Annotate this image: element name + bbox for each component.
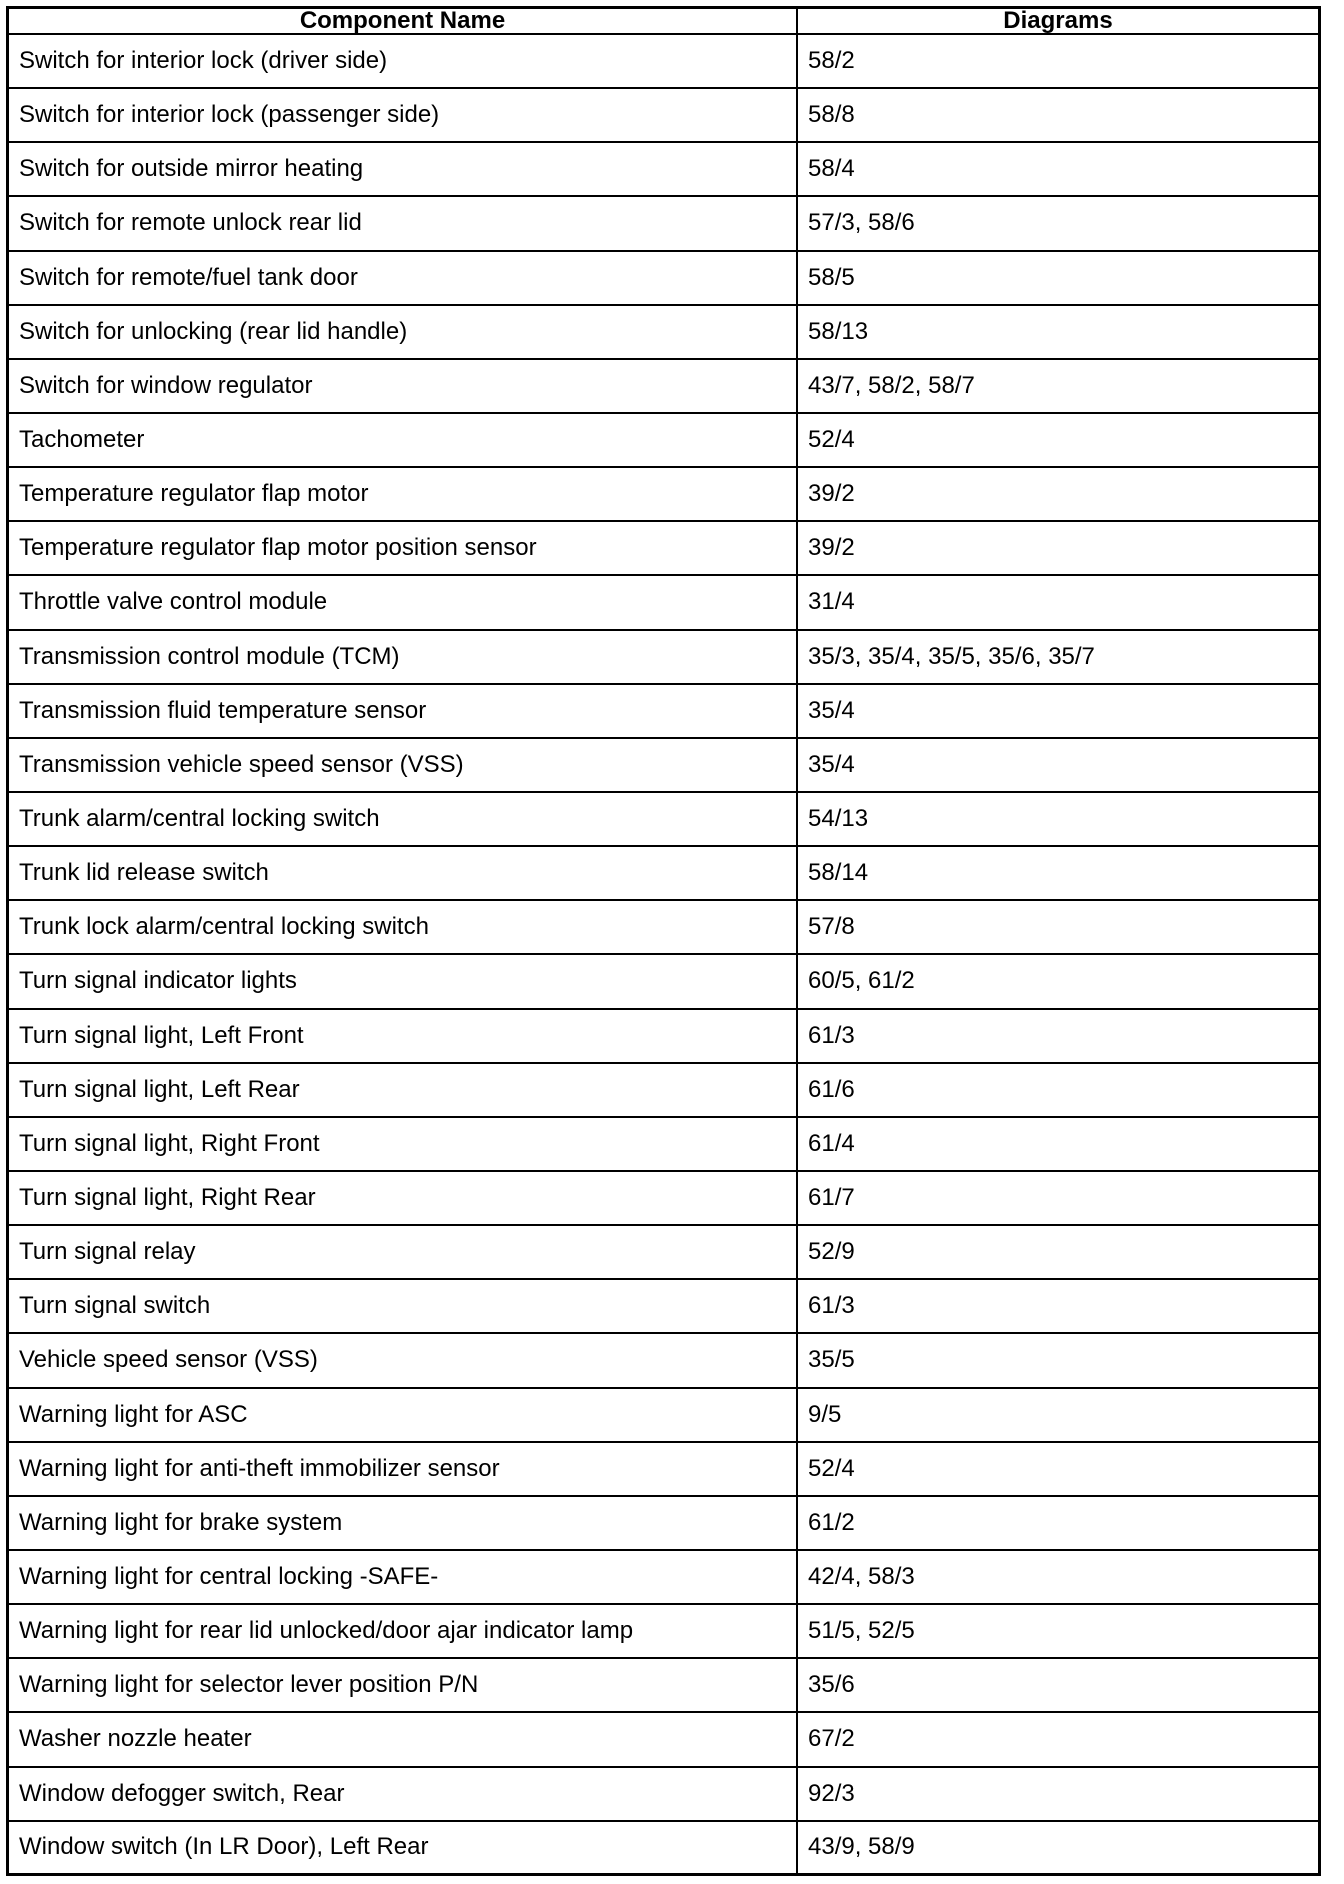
table-row: [9, 413, 1318, 467]
diagrams-cell: 58/13: [797, 305, 1318, 359]
diagrams-cell: 61/2: [797, 1496, 1318, 1550]
diagrams-cell: 58/2: [797, 34, 1318, 88]
table-row: [9, 1712, 1318, 1766]
component-name-cell: Turn signal relay: [9, 1225, 797, 1279]
table-row: [9, 305, 1318, 359]
table-row: [9, 142, 1318, 196]
component-name-cell: Warning light for selector lever position P/N: [9, 1658, 797, 1712]
table-row: [9, 575, 1318, 629]
diagrams-cell: 61/7: [797, 1171, 1318, 1225]
component-name-cell: Trunk lock alarm/central locking switch: [9, 900, 797, 954]
component-name-cell: Temperature regulator flap motor: [9, 467, 797, 521]
table-row: [9, 34, 1318, 88]
diagrams-cell: 52/4: [797, 1442, 1318, 1496]
table-row: [9, 521, 1318, 575]
component-name-cell: Warning light for brake system: [9, 1496, 797, 1550]
component-name-cell: Turn signal light, Right Front: [9, 1117, 797, 1171]
diagrams-cell: 92/3: [797, 1767, 1318, 1821]
component-table: [9, 9, 1318, 1873]
header-component-name: Component Name: [9, 9, 797, 34]
diagrams-cell: 58/8: [797, 88, 1318, 142]
table-row: [9, 1279, 1318, 1333]
diagrams-cell: 61/3: [797, 1009, 1318, 1063]
diagrams-cell: 39/2: [797, 467, 1318, 521]
component-name-cell: Window switch (In LR Door), Left Rear: [9, 1821, 797, 1873]
table-row: [9, 359, 1318, 413]
component-name-cell: Transmission fluid temperature sensor: [9, 684, 797, 738]
table-row: [9, 1658, 1318, 1712]
diagrams-cell: 31/4: [797, 575, 1318, 629]
component-name-cell: Turn signal light, Left Front: [9, 1009, 797, 1063]
diagrams-cell: 52/4: [797, 413, 1318, 467]
diagrams-cell: 43/9, 58/9: [797, 1821, 1318, 1873]
component-name-cell: Turn signal light, Right Rear: [9, 1171, 797, 1225]
component-name-cell: Window defogger switch, Rear: [9, 1767, 797, 1821]
component-name-cell: Warning light for rear lid unlocked/door ajar indicator lamp: [9, 1604, 797, 1658]
table-header-row: [9, 9, 1318, 34]
diagrams-cell: 35/5: [797, 1333, 1318, 1387]
component-name-cell: Temperature regulator flap motor position sensor: [9, 521, 797, 575]
component-name-cell: Switch for unlocking (rear lid handle): [9, 305, 797, 359]
table-row: [9, 467, 1318, 521]
diagrams-cell: 35/3, 35/4, 35/5, 35/6, 35/7: [797, 630, 1318, 684]
table-row: [9, 1388, 1318, 1442]
component-name-cell: Switch for window regulator: [9, 359, 797, 413]
diagrams-cell: 51/5, 52/5: [797, 1604, 1318, 1658]
diagrams-cell: 35/6: [797, 1658, 1318, 1712]
component-name-cell: Turn signal switch: [9, 1279, 797, 1333]
table-row: [9, 251, 1318, 305]
table-body: [9, 34, 1318, 1873]
component-name-cell: Switch for interior lock (driver side): [9, 34, 797, 88]
component-name-cell: Switch for remote/fuel tank door: [9, 251, 797, 305]
component-table-frame: [6, 6, 1321, 1876]
component-name-cell: Warning light for central locking -SAFE-: [9, 1550, 797, 1604]
component-name-cell: Turn signal light, Left Rear: [9, 1063, 797, 1117]
component-name-cell: Throttle valve control module: [9, 575, 797, 629]
diagrams-cell: 9/5: [797, 1388, 1318, 1442]
header-diagrams: Diagrams: [797, 9, 1318, 34]
component-name-cell: Transmission vehicle speed sensor (VSS): [9, 738, 797, 792]
component-name-cell: Washer nozzle heater: [9, 1712, 797, 1766]
table-row: [9, 196, 1318, 250]
component-name-cell: Switch for remote unlock rear lid: [9, 196, 797, 250]
component-name-cell: Switch for interior lock (passenger side): [9, 88, 797, 142]
component-name-cell: Transmission control module (TCM): [9, 630, 797, 684]
table-row: [9, 1821, 1318, 1873]
table-row: [9, 1063, 1318, 1117]
table-row: [9, 1009, 1318, 1063]
diagrams-cell: 54/13: [797, 792, 1318, 846]
diagrams-cell: 58/14: [797, 846, 1318, 900]
table-row: [9, 900, 1318, 954]
diagrams-cell: 57/3, 58/6: [797, 196, 1318, 250]
table-row: [9, 684, 1318, 738]
diagrams-cell: 60/5, 61/2: [797, 954, 1318, 1008]
table-row: [9, 88, 1318, 142]
table-row: [9, 1604, 1318, 1658]
table-row: [9, 1550, 1318, 1604]
table-row: [9, 1496, 1318, 1550]
diagrams-cell: 61/6: [797, 1063, 1318, 1117]
table-row: [9, 1117, 1318, 1171]
diagrams-cell: 39/2: [797, 521, 1318, 575]
table-row: [9, 1225, 1318, 1279]
component-name-cell: Warning light for ASC: [9, 1388, 797, 1442]
table-row: [9, 738, 1318, 792]
component-name-cell: Vehicle speed sensor (VSS): [9, 1333, 797, 1387]
diagrams-cell: 61/4: [797, 1117, 1318, 1171]
component-name-cell: Trunk lid release switch: [9, 846, 797, 900]
component-name-cell: Warning light for anti-theft immobilizer sensor: [9, 1442, 797, 1496]
diagrams-cell: 67/2: [797, 1712, 1318, 1766]
diagrams-cell: 42/4, 58/3: [797, 1550, 1318, 1604]
diagrams-cell: 58/4: [797, 142, 1318, 196]
diagrams-cell: 43/7, 58/2, 58/7: [797, 359, 1318, 413]
diagrams-cell: 52/9: [797, 1225, 1318, 1279]
table-row: [9, 792, 1318, 846]
diagrams-cell: 58/5: [797, 251, 1318, 305]
component-name-cell: Switch for outside mirror heating: [9, 142, 797, 196]
table-row: [9, 1171, 1318, 1225]
table-row: [9, 846, 1318, 900]
diagrams-cell: 57/8: [797, 900, 1318, 954]
table-row: [9, 1333, 1318, 1387]
diagrams-cell: 61/3: [797, 1279, 1318, 1333]
diagrams-cell: 35/4: [797, 684, 1318, 738]
component-name-cell: Tachometer: [9, 413, 797, 467]
component-name-cell: Trunk alarm/central locking switch: [9, 792, 797, 846]
table-row: [9, 630, 1318, 684]
table-row: [9, 954, 1318, 1008]
component-name-cell: Turn signal indicator lights: [9, 954, 797, 1008]
diagrams-cell: 35/4: [797, 738, 1318, 792]
table-row: [9, 1767, 1318, 1821]
table-row: [9, 1442, 1318, 1496]
